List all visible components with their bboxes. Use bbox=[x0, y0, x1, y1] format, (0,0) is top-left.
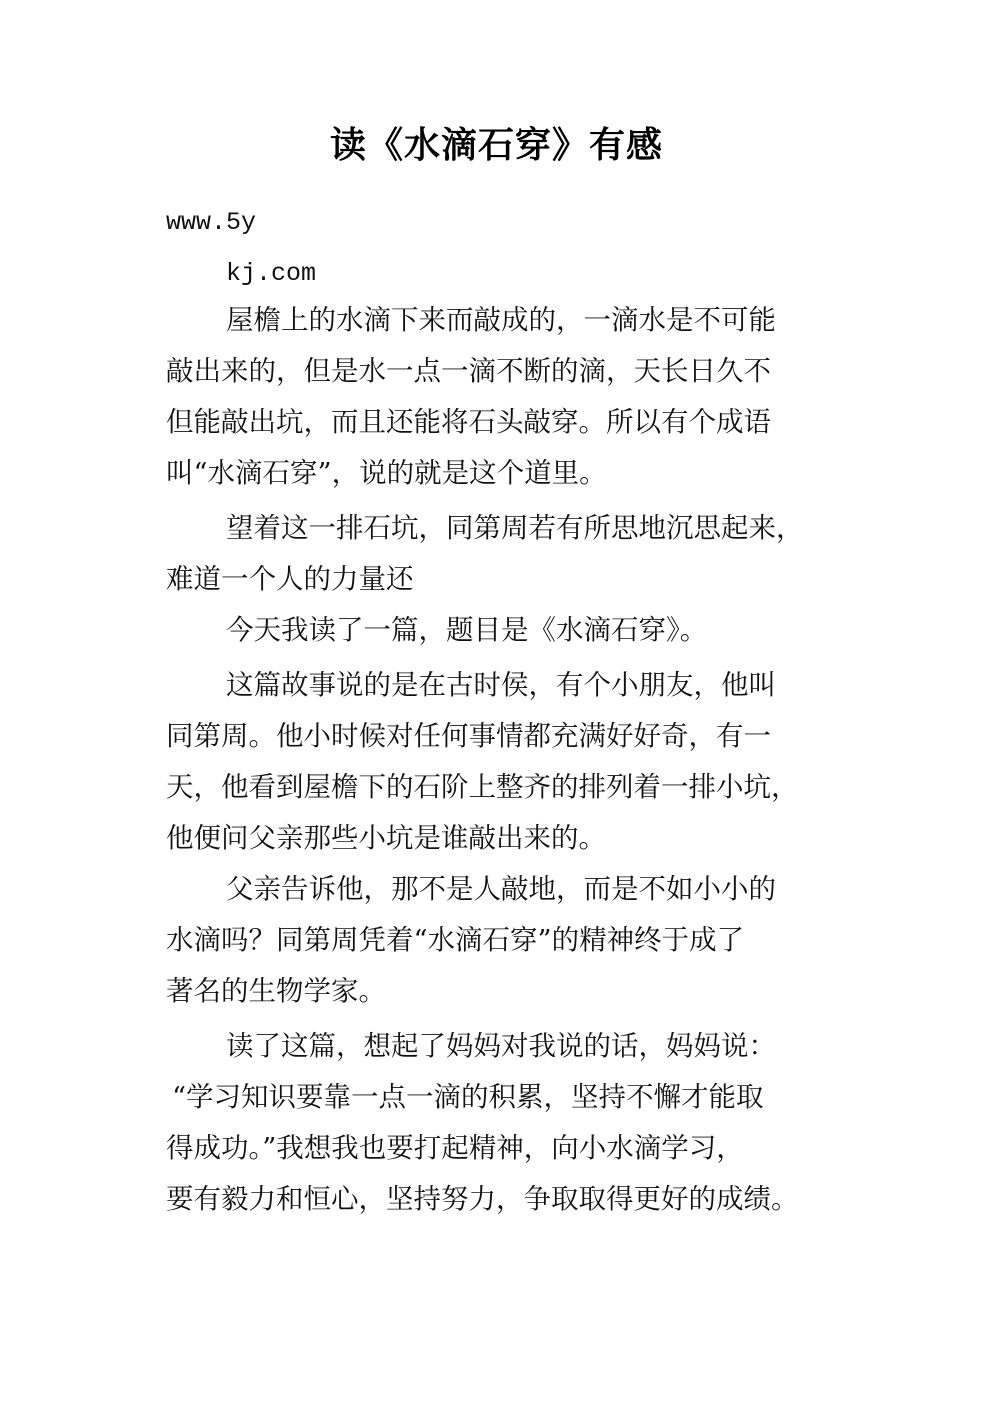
paragraph-2-line-2: 难道一个人的力量还 bbox=[166, 563, 414, 595]
paragraph-1-line-1: 屋檐上的水滴下来而敲成的，一滴水是不可能 bbox=[226, 304, 776, 336]
paragraph-6-line-4: 要有毅力和恒心，坚持努力，争取取得更好的成绩。 bbox=[166, 1183, 799, 1215]
paragraph-5-line-3: 著名的生物学家。 bbox=[166, 975, 386, 1007]
paragraph-3-line-1: 今天我读了一篇，题目是《水滴石穿》。 bbox=[226, 614, 708, 646]
paragraph-4-line-2: 同第周。他小时候对任何事情都充满好好奇，有一 bbox=[166, 720, 771, 752]
paragraph-1-line-3: 但能敲出坑，而且还能将石头敲穿。所以有个成语 bbox=[166, 406, 771, 438]
source-line-2: kj.com bbox=[226, 259, 317, 288]
paragraph-6-line-3: 得成功。”我想我也要打起精神，向小水滴学习， bbox=[166, 1132, 744, 1164]
paragraph-2-line-1: 望着这一排石坑，同第周若有所思地沉思起来， bbox=[226, 512, 804, 544]
paragraph-1-line-4: 叫“水滴石穿”，说的就是这个道里。 bbox=[166, 457, 607, 489]
paragraph-5-line-2: 水滴吗？同第周凭着“水滴石穿”的精神终于成了 bbox=[166, 924, 745, 956]
paragraph-6-line-2: “学习知识要靠一点一滴的积累，坚持不懈才能取 bbox=[172, 1081, 764, 1113]
document-title: 读《水滴石穿》有感 bbox=[329, 125, 663, 166]
paragraph-5-line-1: 父亲告诉他，那不是人敲地，而是不如小小的 bbox=[226, 873, 776, 905]
paragraph-1-line-2: 敲出来的，但是水一点一滴不断的滴，天长日久不 bbox=[166, 355, 771, 387]
paragraph-4-line-1: 这篇故事说的是在古时侯，有个小朋友，他叫 bbox=[226, 669, 776, 701]
paragraph-4-line-3: 天，他看到屋檐下的石阶上整齐的排列着一排小坑， bbox=[166, 771, 799, 803]
paragraph-4-line-4: 他便问父亲那些小坑是谁敲出来的。 bbox=[166, 822, 606, 854]
paragraph-6-line-1: 读了这篇，想起了妈妈对我说的话，妈妈说： bbox=[226, 1030, 776, 1062]
source-line-1: www.5y bbox=[166, 208, 257, 237]
